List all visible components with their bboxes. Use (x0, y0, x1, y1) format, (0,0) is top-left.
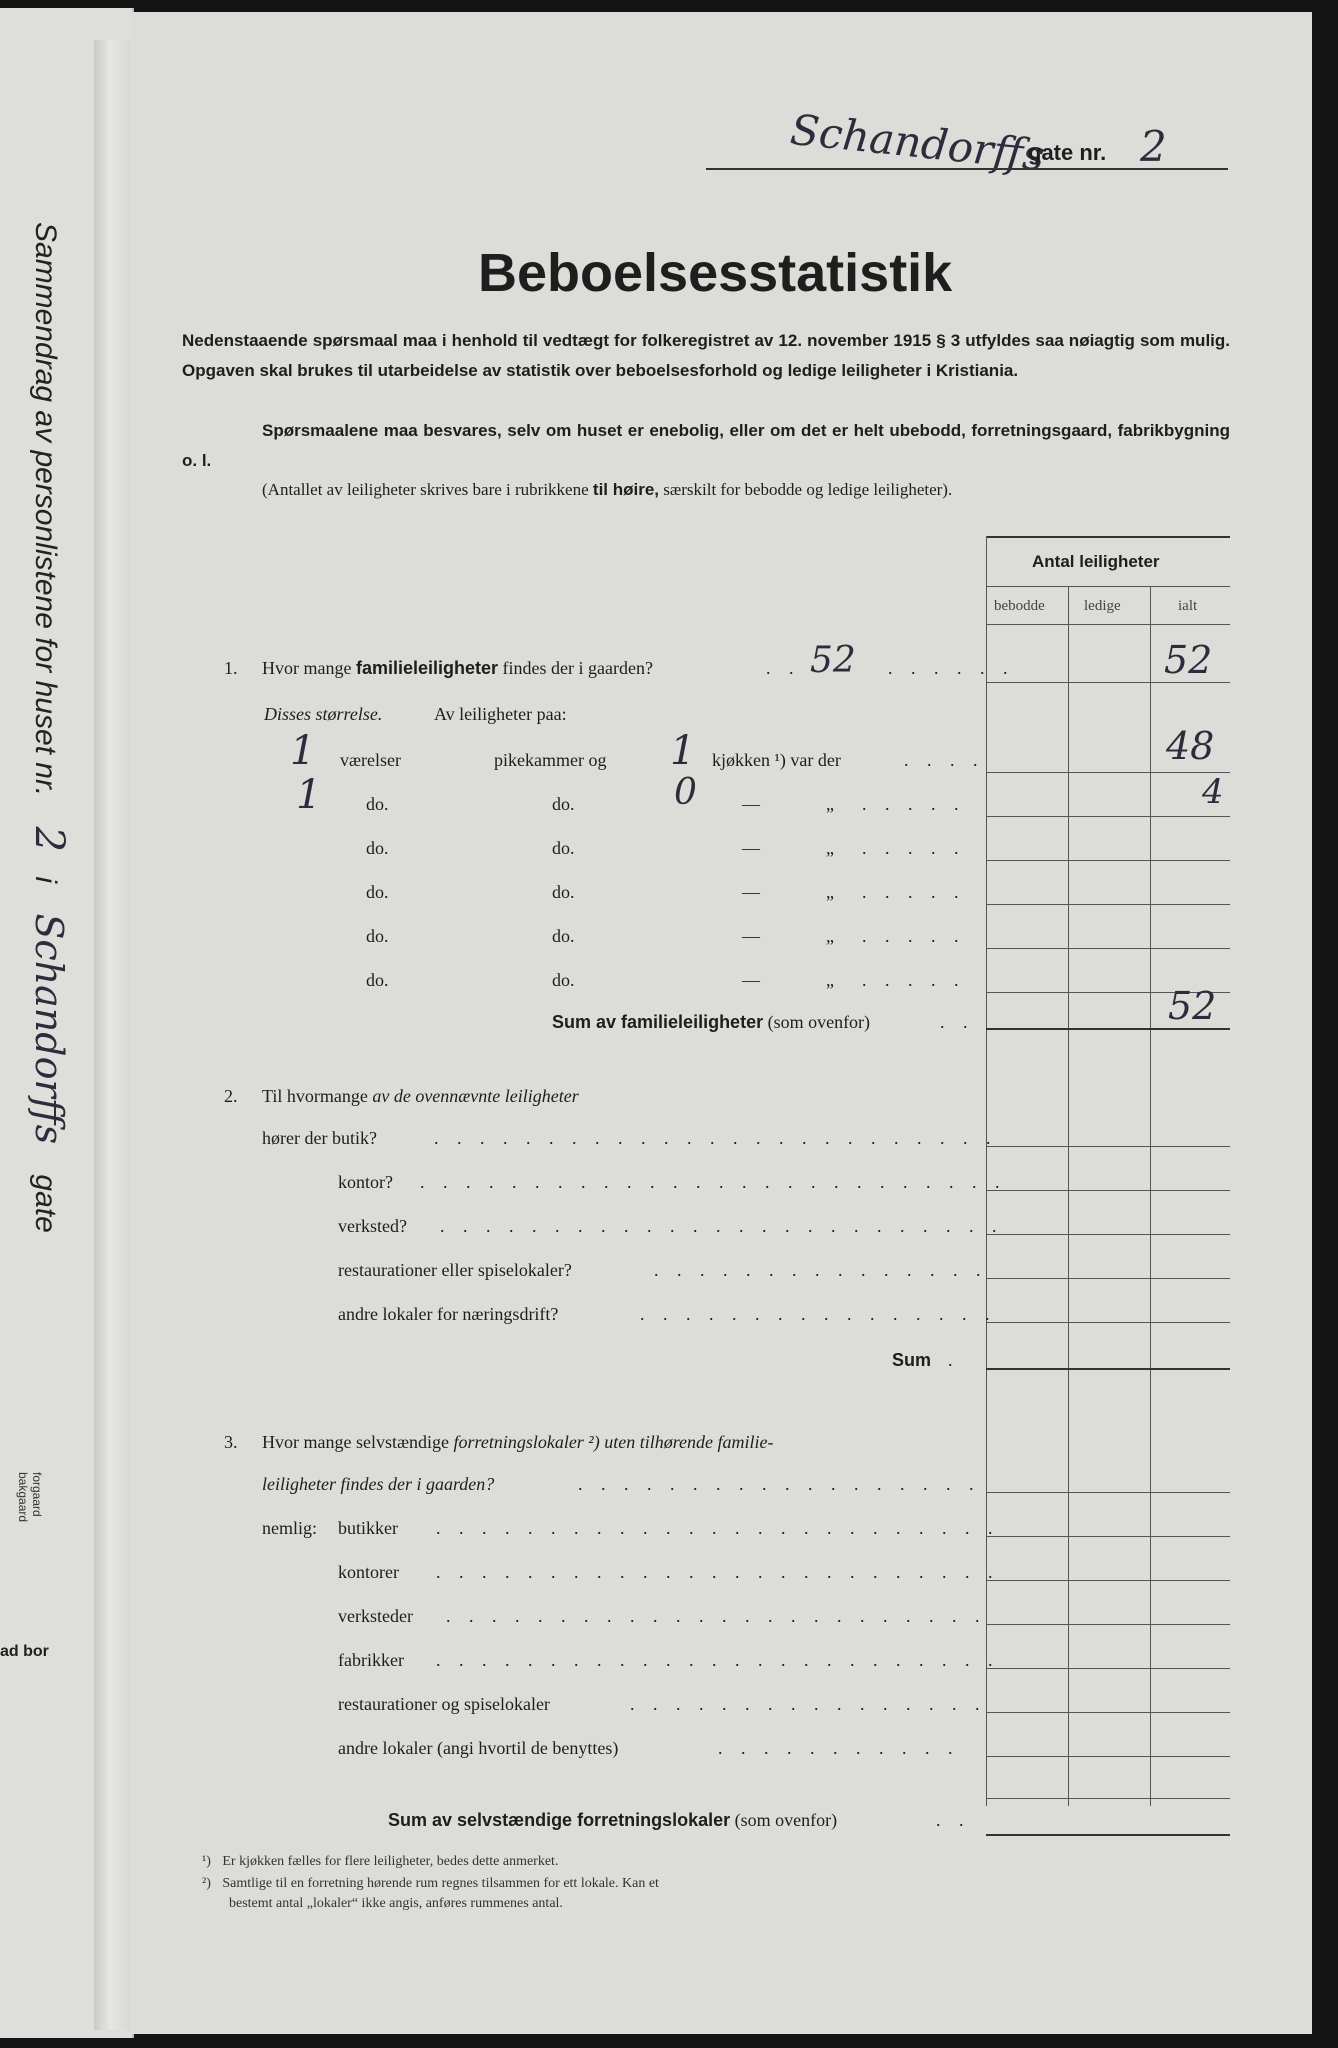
q1-handwritten-answer: 52 (810, 640, 856, 681)
q3-nemlig: nemlig: (262, 1518, 317, 1538)
row1-ialt: 48 (1166, 724, 1215, 768)
q2-item-butik-dots: . . . . . . . . . . . . . . . . . . . . . . . . . (434, 1128, 998, 1148)
row1-kjokken: kjøkken ¹) var der (712, 750, 841, 770)
spine-ad-bor: ad bor (0, 1643, 49, 1660)
do-row-dash-4: — (742, 882, 760, 902)
q3-item-butikker: butikker (338, 1518, 398, 1538)
spine-i: i (29, 876, 62, 884)
row1-dots: . . . . (904, 750, 985, 770)
footnote-1-mark: ¹) (202, 1854, 211, 1869)
do-row-ditto-5: „ (826, 926, 834, 946)
spine-gate: gate (29, 1174, 62, 1233)
q3-item-butikker-dots: . . . . . . . . . . . . . . . . . . . . . . . . . (436, 1518, 1000, 1538)
q3-rule-3 (986, 1624, 1230, 1625)
q2-item-kontor-dots: . . . . . . . . . . . . . . . . . . . . . . . . . . (420, 1172, 1007, 1192)
footnote-2-text-a: Samtlige til en forretning hørende rum regnes tilsammen for ett lokale. Kan et (222, 1876, 659, 1891)
do-row-rule-4 (986, 904, 1230, 905)
spine-house-number: 2 (26, 826, 72, 852)
col-ialt: ialt (1178, 598, 1198, 614)
do-row-kammer-5: do. (552, 926, 575, 946)
street-handwritten: Schandorffs (788, 104, 1047, 181)
footnote-2-text-b: bestemt antal „lokaler“ ikke angis, anføres rummenes antal. (229, 1896, 563, 1911)
do-row-rooms-4: do. (366, 882, 389, 902)
do-row-rooms-2: do. (366, 794, 389, 814)
q3-sum-dots: . . (936, 1810, 971, 1830)
q2-rule-4 (986, 1278, 1230, 1279)
row1-rule (986, 772, 1230, 773)
q3-text-c-dots: . . . . . . . . . . . . . . . . . . (578, 1474, 981, 1494)
q2-item-restaurationer-dots: . . . . . . . . . . . . . . . (654, 1260, 988, 1280)
q2-item-butik: hører der butik? (262, 1128, 377, 1148)
do-row-kammer-6: do. (552, 970, 575, 990)
q2-sum-rule (986, 1368, 1230, 1370)
q3-item-restaurationer: restaurationer og spiselokaler (338, 1694, 550, 1714)
do-row-ditto-6: „ (826, 970, 834, 990)
q1-row-rule (986, 682, 1230, 683)
row2-rooms: 1 (296, 772, 322, 818)
spine-bakgaard: bakgaard (16, 1472, 30, 1523)
spine-forgaard: forgaard (30, 1472, 44, 1517)
intro-paragraph-3 (262, 480, 952, 500)
row1-kitchen: 1 (670, 728, 696, 774)
do-row-dots-5: . . . . . (862, 926, 966, 946)
row1-rooms: 1 (290, 728, 316, 774)
q3-item-verksteder: verksteder (338, 1606, 413, 1626)
q2-text-a: Til hvormange (262, 1086, 368, 1106)
q1-number: 1. (224, 658, 238, 678)
do-row-rule-3 (986, 860, 1230, 861)
q3-sum-b: (som ovenfor) (734, 1810, 838, 1830)
q2-item-restaurationer: restaurationer eller spiselokaler? (338, 1260, 572, 1280)
do-row-rooms-6: do. (366, 970, 389, 990)
q2-sum: Sum (892, 1350, 932, 1370)
do-row-ditto-2: „ (826, 794, 834, 814)
row1-vaerelser: værelser (340, 750, 401, 770)
q1-sum-rule (986, 1028, 1230, 1030)
q1-sum-dots: . . (940, 1012, 975, 1032)
q3-item-kontorer-dots: . . . . . . . . . . . . . . . . . . . . . . . . . (436, 1562, 1000, 1582)
house-number-handwritten: 2 (1140, 122, 1167, 171)
row2-kitchen: 0 (674, 772, 697, 813)
q2-text-b: av de ovennævnte leiligheter (372, 1086, 579, 1106)
q1-text-b: familieleiligheter (355, 658, 499, 678)
q1-sum (552, 1012, 870, 1033)
intro-paragraph-2: Spørsmaalene maa besvares, selv om huset er enebolig, eller om det er helt ubebodd, forretningsgaard, fabrikbygning o. l. (182, 421, 1230, 470)
q2-rule-2 (986, 1190, 1230, 1191)
q1-dots-b: . . . . . . (888, 658, 1015, 678)
q3-item-andre: andre lokaler (angi hvortil de benyttes) (338, 1738, 619, 1758)
page-title: Beboelsesstatistik (478, 243, 953, 303)
col-bebodde: bebodde (994, 598, 1045, 614)
q3-rule-0 (986, 1492, 1230, 1493)
q2-sum-dots: . (948, 1350, 960, 1370)
do-row-ditto-4: „ (826, 882, 834, 902)
do-row-dots-3: . . . . . (862, 838, 966, 858)
q3-text (262, 1432, 774, 1453)
q3-rule-1 (986, 1536, 1230, 1537)
q2-item-andre: andre lokaler for næringsdrift? (338, 1304, 559, 1324)
q3-item-andre-dots: . . . . . . . . . . . (718, 1738, 960, 1758)
q1-text-a: Hvor mange (262, 658, 352, 678)
q3-item-kontorer: kontorer (338, 1562, 399, 1582)
do-row-rule-2 (986, 816, 1230, 817)
col-ledige: ledige (1084, 598, 1121, 614)
q2-rule-3 (986, 1234, 1230, 1235)
header-underline (706, 168, 1228, 170)
q1-text (262, 658, 653, 679)
intro-p3-b: til høire, (592, 480, 660, 499)
row2-ialt: 4 (1202, 772, 1224, 812)
intro-paragraph-1: Nedenstaaende spørsmaal maa i henhold til vedtægt for folkeregistret av 12. november 1915 § 3 utfyldes saa nøiagtig som mulig. Opgaven skal brukes til utarbeidelse av statistik over beboelsesforhold og ledige leiligheter i Kristiania. (182, 331, 1230, 380)
q2-item-verksted-dots: . . . . . . . . . . . . . . . . . . . . . . . . . (440, 1216, 1004, 1236)
q1-sum-b: (som ovenfor) (767, 1012, 871, 1032)
q3-item-fabrikker-dots: . . . . . . . . . . . . . . . . . . . . . . . . . (436, 1650, 1000, 1670)
do-row-kammer-2: do. (552, 794, 575, 814)
do-row-kammer-4: do. (552, 882, 575, 902)
intro-p3-a: (Antallet av leiligheter skrives bare i rubrikkene (262, 480, 589, 499)
q1-sizes-label: Disses størrelse. (264, 704, 383, 724)
footnote-1-text: Er kjøkken fælles for flere leiligheter, bedes dette anmerket. (222, 1854, 559, 1869)
spine-fold (94, 40, 134, 2030)
do-row-dash-6: — (742, 970, 760, 990)
table-subheader-rule (986, 624, 1230, 625)
q2-rule-1 (986, 1146, 1230, 1147)
q3-text-a: Hvor mange selvstændige (262, 1432, 449, 1452)
table-col-rule-2 (1150, 586, 1151, 1806)
q1-sizes-text: Av leiligheter paa: (434, 704, 567, 724)
q3-rule-6 (986, 1756, 1230, 1757)
q3-sum-rule-top (986, 1798, 1230, 1799)
q3-rule-4 (986, 1668, 1230, 1669)
do-row-kammer-3: do. (552, 838, 575, 858)
table-group-header: Antal leiligheter (1032, 552, 1160, 571)
do-row-rule-5 (986, 948, 1230, 949)
spine-label: Sammendrag av personlistene for huset nr. 2 i Schandorffs gate (26, 222, 72, 1233)
q1-sum-a: Sum av familieleiligheter (552, 1012, 764, 1032)
q2-number: 2. (224, 1086, 238, 1106)
q2-item-kontor: kontor? (338, 1172, 393, 1192)
q3-number: 3. (224, 1432, 238, 1452)
q3-sum-a: Sum av selvstændige forretningslokaler (388, 1810, 731, 1830)
q1-dots-a: . . (766, 658, 801, 678)
spine-street: Schandorffs (27, 913, 71, 1145)
q2-text (262, 1086, 579, 1107)
q1-ialt-value: 52 (1164, 638, 1213, 682)
table-col-rule-1 (1068, 586, 1069, 1806)
q3-rule-2 (986, 1580, 1230, 1581)
q2-rule-5 (986, 1322, 1230, 1323)
q2-item-verksted: verksted? (338, 1216, 407, 1236)
footnote-1 (202, 1854, 558, 1870)
q3-sum-rule (986, 1834, 1230, 1836)
q1-sum-ialt: 52 (1168, 984, 1217, 1028)
q3-rule-5 (986, 1712, 1230, 1713)
q3-text-c: leiligheter findes der i gaarden? (262, 1474, 495, 1494)
gate-nr-label: gate nr. (1028, 140, 1107, 165)
row1-pikekammer: pikekammer og (494, 750, 607, 770)
do-row-rooms-3: do. (366, 838, 389, 858)
q3-item-fabrikker: fabrikker (338, 1650, 404, 1670)
do-row-ditto-3: „ (826, 838, 834, 858)
do-row-dots-4: . . . . . (862, 882, 966, 902)
table-top-rule (986, 536, 1230, 538)
q3-item-restaurationer-dots: . . . . . . . . . . . . . . . . (630, 1694, 987, 1714)
spine-yard (16, 1472, 44, 1522)
q1-text-c: findes der i gaarden? (502, 658, 653, 678)
q2-item-andre-dots: . . . . . . . . . . . . . . . . (640, 1304, 997, 1324)
do-row-dots-6: . . . . . (862, 970, 966, 990)
footnote-2 (202, 1876, 659, 1892)
q3-text-b: forretningslokaler ²) uten tilhørende familie- (453, 1432, 774, 1452)
intro-p3-c: særskilt for bebodde og ledige leiligheter). (663, 480, 953, 499)
do-row-rooms-5: do. (366, 926, 389, 946)
do-row-dash-2: — (742, 794, 760, 814)
do-row-dash-5: — (742, 926, 760, 946)
footnote-2-mark: ²) (202, 1876, 211, 1891)
do-row-dots-2: . . . . . (862, 794, 966, 814)
q3-sum (388, 1810, 837, 1831)
do-row-dash-3: — (742, 838, 760, 858)
table-header-rule (986, 586, 1230, 587)
q3-item-verksteder-dots: . . . . . . . . . . . . . . . . . . . . . . . . (446, 1606, 987, 1626)
